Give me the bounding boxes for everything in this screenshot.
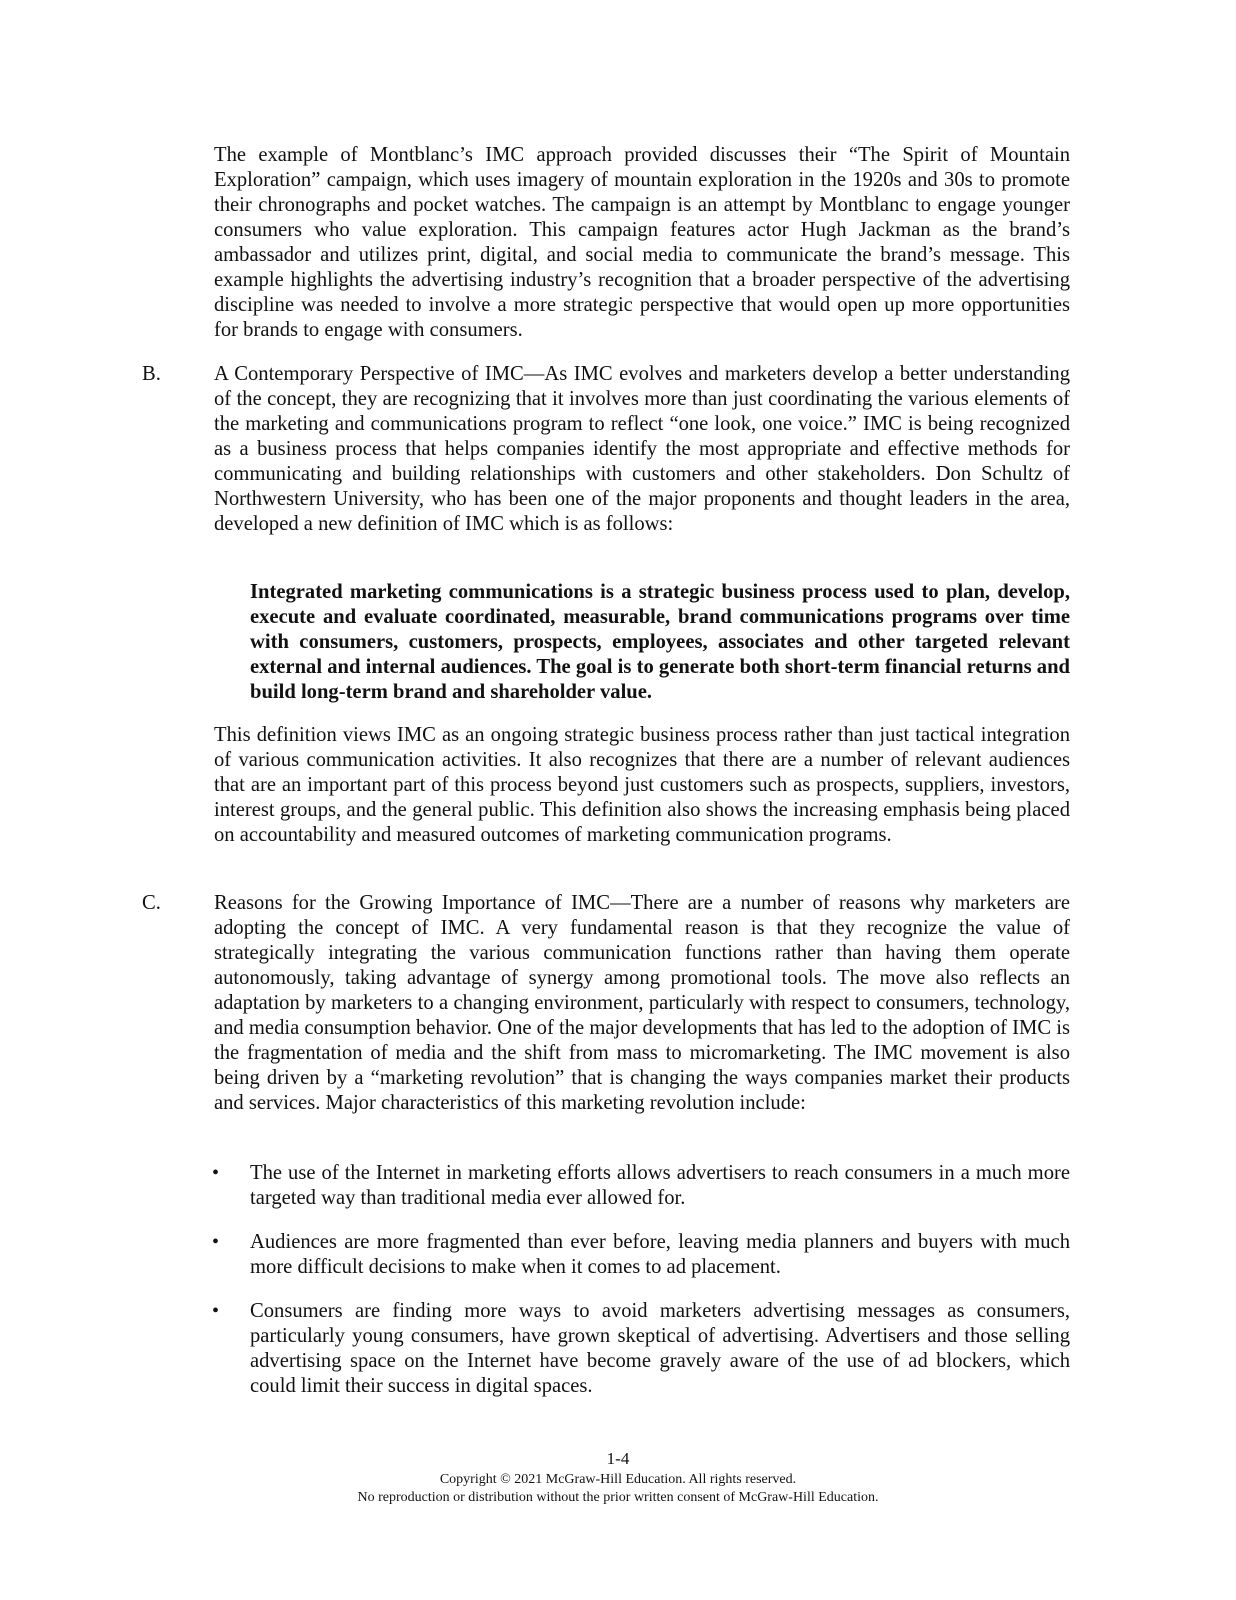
copyright-notice: Copyright © 2021 McGraw-Hill Education. All rights reserved. [439,1472,797,1487]
bullet-icon: • [212,1300,220,1322]
consent-notice: No reproduction or distribution without the prior written consent of McGraw-Hill Education. [357,1490,879,1505]
bullet-icon: • [212,1162,220,1184]
section-b-paragraph: A Contemporary Perspective of IMC—As IMC evolves and marketers develop a better understanding of the concept, they are recognizing that it involves more than just coordinating the various elements of the marketing and communications program to reflect “one look, one voice.” IMC is being recognized as a business process that helps companies identify the most appropriate and effective methods for communicating and building relationships with customers and other stakeholders. Don Schultz of Northwestern University, who has been one of the major proponents and thought leaders in the area, developed a new definition of IMC which is as follows: [214,363,1070,535]
section-c-paragraph: Reasons for the Growing Importance of IMC—There are a number of reasons why marketers are adopting the concept of IMC. A very fundamental reason is that they recognize the value of strategically integrating the various communication functions rather than having them operate autonomously, taking advantage of synergy among promotional tools. The move also reflects an adaptation by marketers to a changing environment, particularly with respect to consumers, technology, and media consumption behavior. One of the major developments that has led to the adoption of IMC is the fragmentation of media and the shift from mass to micromarketing. The IMC movement is also being driven by a “marketing revolution” that is changing the ways companies market their products and services. Major characteristics of this marketing revolution include: [214,892,1070,1114]
intro-paragraph: The example of Montblanc’s IMC approach provided discusses their “The Spirit of Mountain Exploration” campaign, which uses imagery of mountain exploration in the 1920s and 30s to promote their chronographs and pocket watches. The campaign is an attempt by Montblanc to engage younger consumers who value exploration. This campaign features actor Hugh Jackman as the brand’s ambassador and utilizes print, digital, and social media to communicate the brand’s message. This example highlights the advertising industry’s recognition that a broader perspective of the advertising discipline was needed to involve a more strategic perspective that would open up more opportunities for brands to engage with consumers. [214,144,1070,341]
page-number: 1-4 [606,1449,630,1468]
bullet-item-2: Audiences are more fragmented than ever before, leaving media planners and buyers with much more difficult decisions to make when it comes to ad placement. [250,1231,1070,1278]
definition-followup-paragraph: This definition views IMC as an ongoing strategic business process rather than just tactical integration of various communication activities. It also recognizes that there are a number of relevant audiences that are an important part of this process beyond just customers such as prospects, suppliers, investors, interest groups, and the general public. This definition also shows the increasing emphasis being placed on accountability and measured outcomes of marketing communication programs. [214,724,1070,846]
bullet-item-1: The use of the Internet in marketing efforts allows advertisers to reach consumers in a much more targeted way than traditional media ever allowed for. [250,1162,1070,1209]
section-c-marker: C. [142,892,161,914]
section-b-marker: B. [142,363,161,385]
bullet-item-3: Consumers are finding more ways to avoid marketers advertising messages as consumers, particularly young consumers, have grown skeptical of advertising. Advertisers and those selling advertising space on the Internet have become gravely aware of the use of ad blockers, which could limit their success in digital spaces. [250,1300,1070,1397]
bullet-icon: • [212,1231,220,1253]
imc-definition-quote: Integrated marketing communications is a strategic business process used to plan, develop, execute and evaluate coordinated, measurable, brand communications programs over time with consumers, customers, prospects, employees, associates and other targeted relevant external and internal audiences. The goal is to generate both short-term financial returns and build long-term brand and shareholder value. [250,581,1070,703]
